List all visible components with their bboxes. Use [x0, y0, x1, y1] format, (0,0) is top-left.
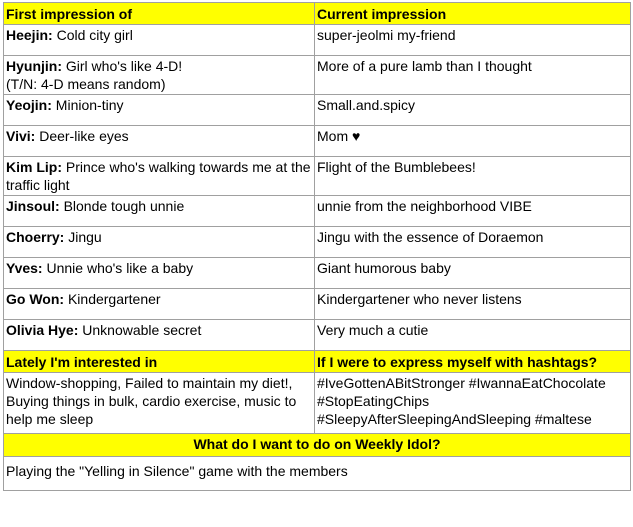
interests-text: Window-shopping, Failed to maintain my diet!, Buying things in bulk, cardio exercise, music to help me sleep: [4, 373, 315, 434]
table-row: [4, 25, 631, 56]
first-impression-cell: [4, 126, 315, 157]
table-row: [4, 320, 631, 351]
table-row: [4, 258, 631, 289]
current-impression-cell: super-jeolmi my-friend: [315, 25, 631, 56]
first-impression-cell: [4, 157, 315, 196]
current-impression-cell: Small.and.spicy: [315, 95, 631, 126]
first-impression-text: Cold city girl: [56, 27, 133, 43]
first-impression-text: Prince who's walking towards me at the traffic light: [6, 159, 311, 193]
table-row: [4, 126, 631, 157]
first-impression-text: Deer-like eyes: [39, 128, 129, 144]
member-name: Yeojin:: [6, 97, 52, 113]
header-first-impression: First impression of: [4, 3, 315, 25]
weekly-idol-header-row: [4, 434, 631, 457]
member-name: Hyunjin:: [6, 58, 62, 74]
table-row: [4, 227, 631, 258]
header-current-impression: Current impression: [315, 3, 631, 25]
table-row: [4, 157, 631, 196]
member-name: Olivia Hye:: [6, 322, 79, 338]
first-impression-cell: [4, 320, 315, 351]
table-row: [4, 196, 631, 227]
first-impression-text: Blonde tough unnie: [63, 198, 185, 214]
member-name: Jinsoul:: [6, 198, 60, 214]
member-name: Heejin:: [6, 27, 53, 43]
profile-table: [3, 2, 631, 491]
first-impression-cell: [4, 25, 315, 56]
member-name: Yves:: [6, 260, 43, 276]
impressions-header-row: [4, 3, 631, 25]
first-impression-cell: [4, 95, 315, 126]
translator-note: (T/N: 4-D means random): [6, 76, 166, 92]
first-impression-cell: [4, 56, 315, 95]
member-name: Go Won:: [6, 291, 65, 307]
first-impression-cell: [4, 258, 315, 289]
current-impression-cell: More of a pure lamb than I thought: [315, 56, 631, 95]
table-row: [4, 95, 631, 126]
weekly-idol-answer: Playing the "Yelling in Silence" game with the members: [4, 457, 631, 491]
current-impression-cell: Kindergartener who never listens: [315, 289, 631, 320]
hashtags-text: #IveGottenABitStronger #IwannaEatChocolate #StopEatingChips #SleepyAfterSleepingAndSleeping #maltese: [315, 373, 631, 434]
current-impression-cell: Flight of the Bumblebees!: [315, 157, 631, 196]
table-row: [4, 56, 631, 95]
interests-header-row: [4, 351, 631, 373]
first-impression-text: Jingu: [68, 229, 102, 245]
member-name: Choerry:: [6, 229, 65, 245]
first-impression-text: Girl who's like 4-D!: [65, 58, 183, 74]
first-impression-text: Kindergartener: [67, 291, 161, 307]
header-hashtags: If I were to express myself with hashtags?: [315, 351, 631, 373]
header-weekly-idol: What do I want to do on Weekly Idol?: [4, 434, 631, 457]
first-impression-text: Unknowable secret: [82, 322, 202, 338]
current-impression-cell: Jingu with the essence of Doraemon: [315, 227, 631, 258]
current-impression-cell: Mom ♥: [315, 126, 631, 157]
first-impression-text: Unnie who's like a baby: [46, 260, 194, 276]
weekly-idol-answer-row: [4, 457, 631, 491]
header-interests: Lately I'm interested in: [4, 351, 315, 373]
table-row: [4, 289, 631, 320]
first-impression-cell: [4, 289, 315, 320]
member-name: Vivi:: [6, 128, 36, 144]
current-impression-cell: unnie from the neighborhood VIBE: [315, 196, 631, 227]
member-name: Kim Lip:: [6, 159, 62, 175]
first-impression-cell: [4, 196, 315, 227]
interests-row: [4, 373, 631, 434]
first-impression-text: Minion-tiny: [55, 97, 124, 113]
current-impression-cell: Very much a cutie: [315, 320, 631, 351]
first-impression-cell: [4, 227, 315, 258]
current-impression-cell: Giant humorous baby: [315, 258, 631, 289]
